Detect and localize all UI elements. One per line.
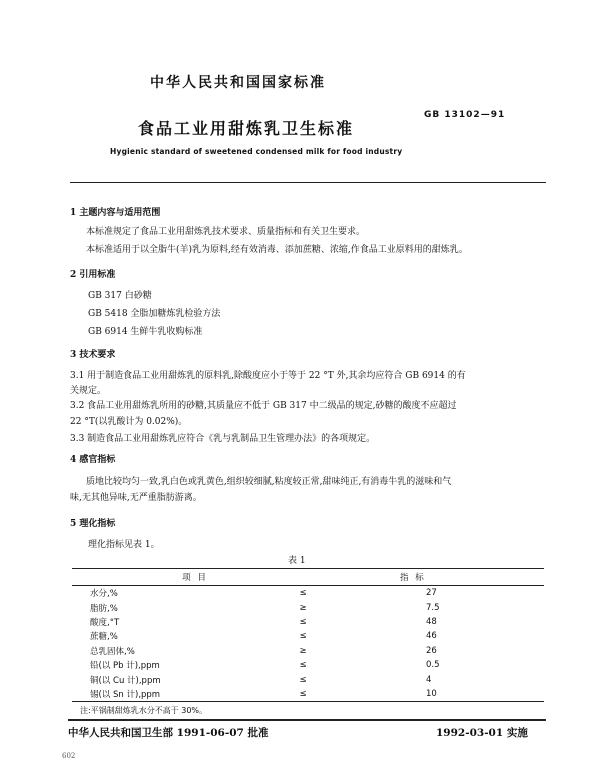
implementation-date: 1992-03-01 实施 [436, 727, 528, 739]
clause-3-2: 3.2 食品工业用甜炼乳所用的砂糖,其质量应不低于 GB 317 中二级品的规定,砂糖的酸度不应超过 [70, 401, 457, 411]
section-4-heading: 4 感官指标 [70, 455, 116, 465]
row-value: 46 [426, 631, 437, 642]
row-value: 27 [426, 588, 437, 599]
row-item: 蔗糖,% [90, 632, 118, 643]
table-row [72, 600, 544, 614]
clause-3-3: 3.3 制造食品工业用甜炼乳应符合《乳与乳制品卫生管理办法》的各项规定。 [70, 434, 376, 444]
column-header-item: 项 目 [72, 569, 322, 586]
physicochemical-table [72, 568, 544, 702]
header-rule [70, 182, 546, 183]
row-operator: ≥ [299, 645, 307, 656]
clause-3-1: 3.1 用于制造食品工业用甜炼乳的原料乳,除酸度应小于等于 22 °T 外,其余均应符合 GB 6914 的有 [70, 371, 466, 381]
table-header-row [72, 569, 544, 586]
standard-title-en: Hygienic standard of sweetened condensed milk for food industry [110, 147, 403, 156]
table-row [72, 644, 544, 658]
row-value: 10 [322, 687, 544, 702]
section-1-paragraph-1: 本标准规定了食品工业用甜炼乳技术要求、质量指标和有关卫生要求。 [86, 227, 366, 237]
clause-3-2-cont: 22 °T(以乳酸计为 0.02%)。 [70, 417, 188, 427]
row-operator: ≤ [299, 588, 307, 599]
row-item: 水分,% [90, 589, 118, 600]
approval-date: 中华人民共和国卫生部 1991-06-07 批准 [68, 727, 269, 739]
section-3-heading: 3 技术要求 [70, 350, 116, 360]
row-item: 铅(以 Pb 计),ppm [90, 661, 160, 672]
row-operator: ≤ [299, 631, 307, 642]
section-1-heading: 1 主题内容与适用范围 [70, 208, 161, 218]
table-row [72, 658, 544, 672]
reference-item: GB 317 白砂糖 [88, 291, 152, 301]
row-item: 铜(以 Cu 计),ppm [90, 675, 161, 686]
row-item: 脂肪,% [90, 603, 118, 614]
section-4-paragraph-cont: 味,无其他异味,无严重脂肪游离。 [70, 493, 202, 503]
row-value: 4 [426, 674, 432, 685]
row-item: 酸度,°T [90, 617, 120, 628]
row-value: 26 [426, 645, 437, 656]
table-row [72, 687, 544, 702]
row-item: 总乳固体,% [90, 646, 135, 657]
column-header-value: 指 标 [322, 569, 544, 586]
section-4-paragraph: 质地比较均匀一致,乳白色或乳黄色,组织较细腻,粘度较正常,甜味纯正,有消毒牛乳的滋味和气 [86, 477, 452, 487]
footer-rule [68, 719, 546, 721]
section-5-heading: 5 理化指标 [70, 519, 116, 529]
row-operator: ≤ [299, 660, 307, 671]
table-note: 注:平锅制甜炼乳水分不高于 30%。 [80, 706, 208, 715]
table-row [72, 672, 544, 686]
table-row [72, 586, 544, 601]
section-5-paragraph: 理化指标见表 1。 [88, 540, 160, 550]
table-row [72, 629, 544, 643]
row-value: 7.5 [426, 602, 440, 613]
clause-3-1-cont: 关规定。 [70, 386, 107, 396]
section-2-heading: 2 引用标准 [70, 270, 116, 280]
reference-item: GB 6914 生鲜牛乳收购标准 [88, 327, 203, 337]
row-item: 锡(以 Sn 计),ppm [72, 687, 284, 702]
section-1-paragraph-2: 本标准适用于以全脂牛(羊)乳为原料,经有效消毒、添加蔗糖、浓缩,作食品工业原料用的甜炼乳。 [86, 245, 468, 255]
page-number: 602 [62, 752, 76, 760]
reference-item: GB 5418 全脂加糖炼乳检验方法 [88, 309, 221, 319]
row-value: 0.5 [426, 660, 440, 671]
row-operator: ≥ [299, 602, 307, 613]
standard-number: GB 13102—91 [424, 110, 506, 120]
row-operator: ≤ [284, 687, 322, 702]
standard-title-cn: 食品工业用甜炼乳卫生标准 [138, 119, 355, 138]
row-value: 48 [426, 616, 437, 627]
row-operator: ≤ [299, 674, 307, 685]
table-caption: 表 1 [288, 556, 306, 566]
row-operator: ≤ [299, 616, 307, 627]
national-standard-title: 中华人民共和国国家标准 [150, 75, 326, 91]
table-row [72, 615, 544, 629]
